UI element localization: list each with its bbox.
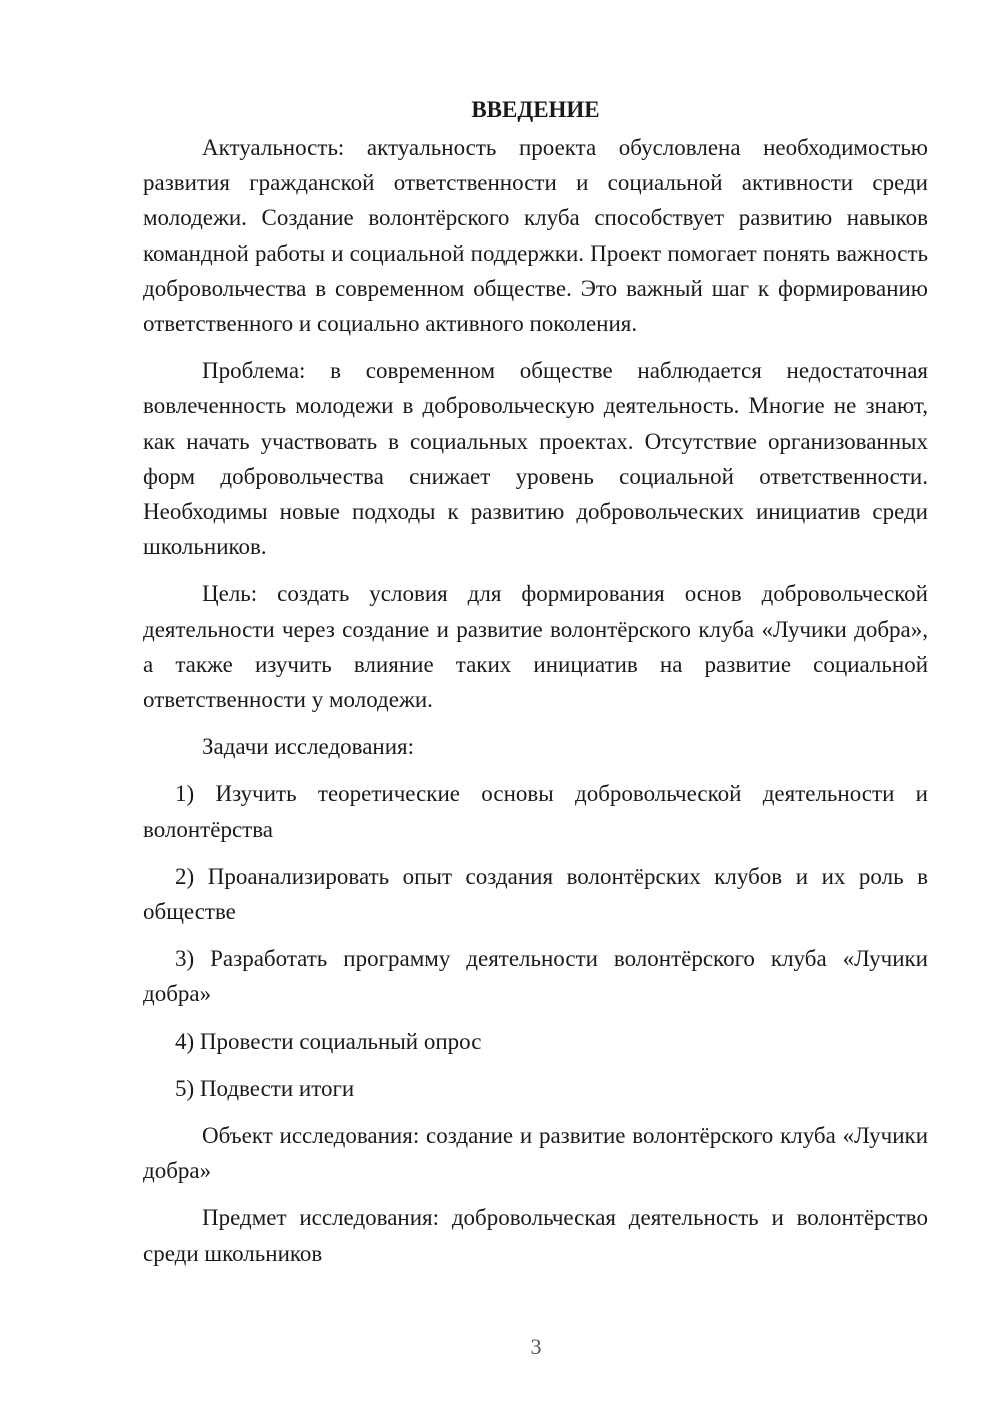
section-title: ВВЕДЕНИЕ <box>471 97 600 122</box>
task-item-5: 5) Подвести итоги <box>175 1075 355 1101</box>
task-item-1: 1) Изучить теоретические основы добровольческой деятельности и волонтёрства <box>143 781 928 842</box>
relevance-paragraph: Актуальность: актуальность проекта обусловлена необходимостью развития гражданской ответственности и социальной активности среди молодежи. Создание волонтёрского клуба способствует развитию навыков командной работы и социальной поддержки. Проект помогает понять важность добровольчества в современном обществе. Это важный шаг к формированию ответственного и социально активного поколения. <box>143 135 928 337</box>
goal-paragraph: Цель: создать условия для формирования основ добровольческой деятельности через создание и развитие волонтёрского клуба «Лучики добра», а также изучить влияние таких инициатив на развитие социальной ответственности у молодежи. <box>143 581 928 713</box>
page-number: 3 <box>530 1334 542 1359</box>
research-subject-paragraph: Предмет исследования: добровольческая деятельность и волонтёрство среди школьников <box>143 1205 928 1266</box>
page-content <box>143 92 928 1283</box>
task-item-4: 4) Провести социальный опрос <box>175 1028 482 1054</box>
tasks-heading: Задачи исследования: <box>202 734 415 760</box>
task-item-2: 2) Проанализировать опыт создания волонтёрских клубов и их роль в обществе <box>143 863 928 925</box>
problem-paragraph: Проблема: в современном обществе наблюдается недостаточная вовлеченность молодежи в добровольческую деятельность. Многие не знают, как начать участвовать в социальных проектах. Отсутствие организованных форм добровольчества снижает уровень социальной ответственности. Необходимы новые подходы к развитию добровольческих инициатив среди школьников. <box>143 358 928 560</box>
research-object-paragraph: Объект исследования: создание и развитие волонтёрского клуба «Лучики добра» <box>143 1123 928 1184</box>
task-item-3: 3) Разработать программу деятельности волонтёрского клуба «Лучики добра» <box>143 946 928 1007</box>
